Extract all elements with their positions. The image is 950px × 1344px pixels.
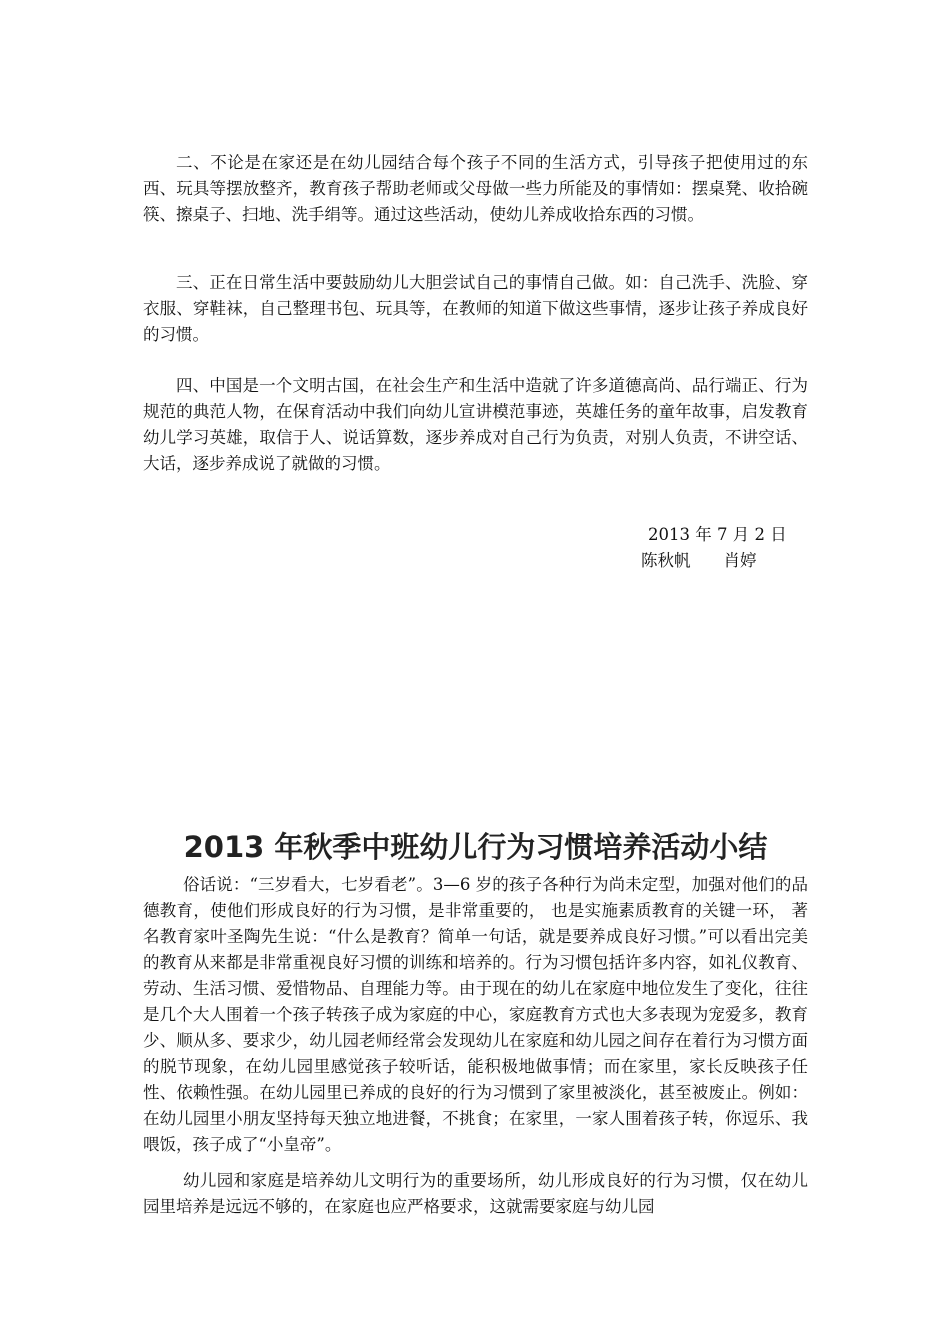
signature-authors: 陈秋帆 肖婷 (641, 551, 757, 570)
paragraph-four: 四、中国是一个文明古国，在社会生产和生活中造就了许多道德高尚、品行端正、行为规范的典范人物，在保育活动中我们向幼儿宣讲模范事迹，英雄任务的童年故事，启发教育幼儿学习英雄，取信于人、说话算数，逐步养成对自己行为负责，对别人负责，不讲空话、大话，逐步养成说了就做的习惯。 (143, 376, 808, 473)
summary-paragraph-intro: 俗话说：“三岁看大，七岁看老”。3—6 岁的孩子各种行为尚未定型，加强对他们的品德教育，使他们形成良好的行为习惯，是非常重要的， 也是实施素质教育的关键一环， 著名教育家叶圣陶先生说：“什么是教育？简单一句话，就是要养成良好习惯。”可以看出完美的教育从来都是非常重视良好习惯的训练和培养的。行为习惯包括许多内容，如礼仪教育、劳动、生活习惯、爱惜物品、自理能力等。由于现在的幼儿在家庭中地位发生了变化，往往是几个大人围着一个孩子转孩子成为家庭的中心，家庭教育方式也大多表现为宠爱多，教育少、顺从多、要求少，幼儿园老师经常会发现幼儿在家庭和幼儿园之间存在着行为习惯方面的脱节现象，在幼儿园里感觉孩子较听话，能积极地做事情；而在家里，家长反映孩子任性、依赖性强。在幼儿园里已养成的良好的行为习惯到了家里被淡化，甚至被废止。例如：在幼儿园里小朋友坚持每天独立地进餐，不挑食；在家里，一家人围着孩子转，你逗乐、我喂饭，孩子成了“小皇帝”。 (143, 875, 808, 1154)
paragraph-three: 三、正在日常生活中要鼓励幼儿大胆尝试自己的事情自己做。如：自己洗手、洗脸、穿衣服、穿鞋袜，自己整理书包、玩具等，在教师的知道下做这些事情，逐步让孩子养成良好的习惯。 (143, 273, 808, 344)
summary-paragraph-family: 幼儿园和家庭是培养幼儿文明行为的重要场所，幼儿形成良好的行为习惯，仅在幼儿园里培养是远远不够的，在家庭也应严格要求，这就需要家庭与幼儿园 (143, 1171, 808, 1216)
document-title: 2013 年秋季中班幼儿行为习惯培养活动小结 (183, 830, 768, 864)
paragraph-two: 二、不论是在家还是在幼儿园结合每个孩子不同的生活方式，引导孩子把使用过的东西、玩具等摆放整齐，教育孩子帮助老师或父母做一些力所能及的事情如：摆桌凳、收拾碗筷、擦桌子、扫地、洗手绢等。通过这些活动，使幼儿养成收拾东西的习惯。 (143, 153, 808, 224)
signature-date: 2013 年 7 月 2 日 (648, 525, 787, 544)
